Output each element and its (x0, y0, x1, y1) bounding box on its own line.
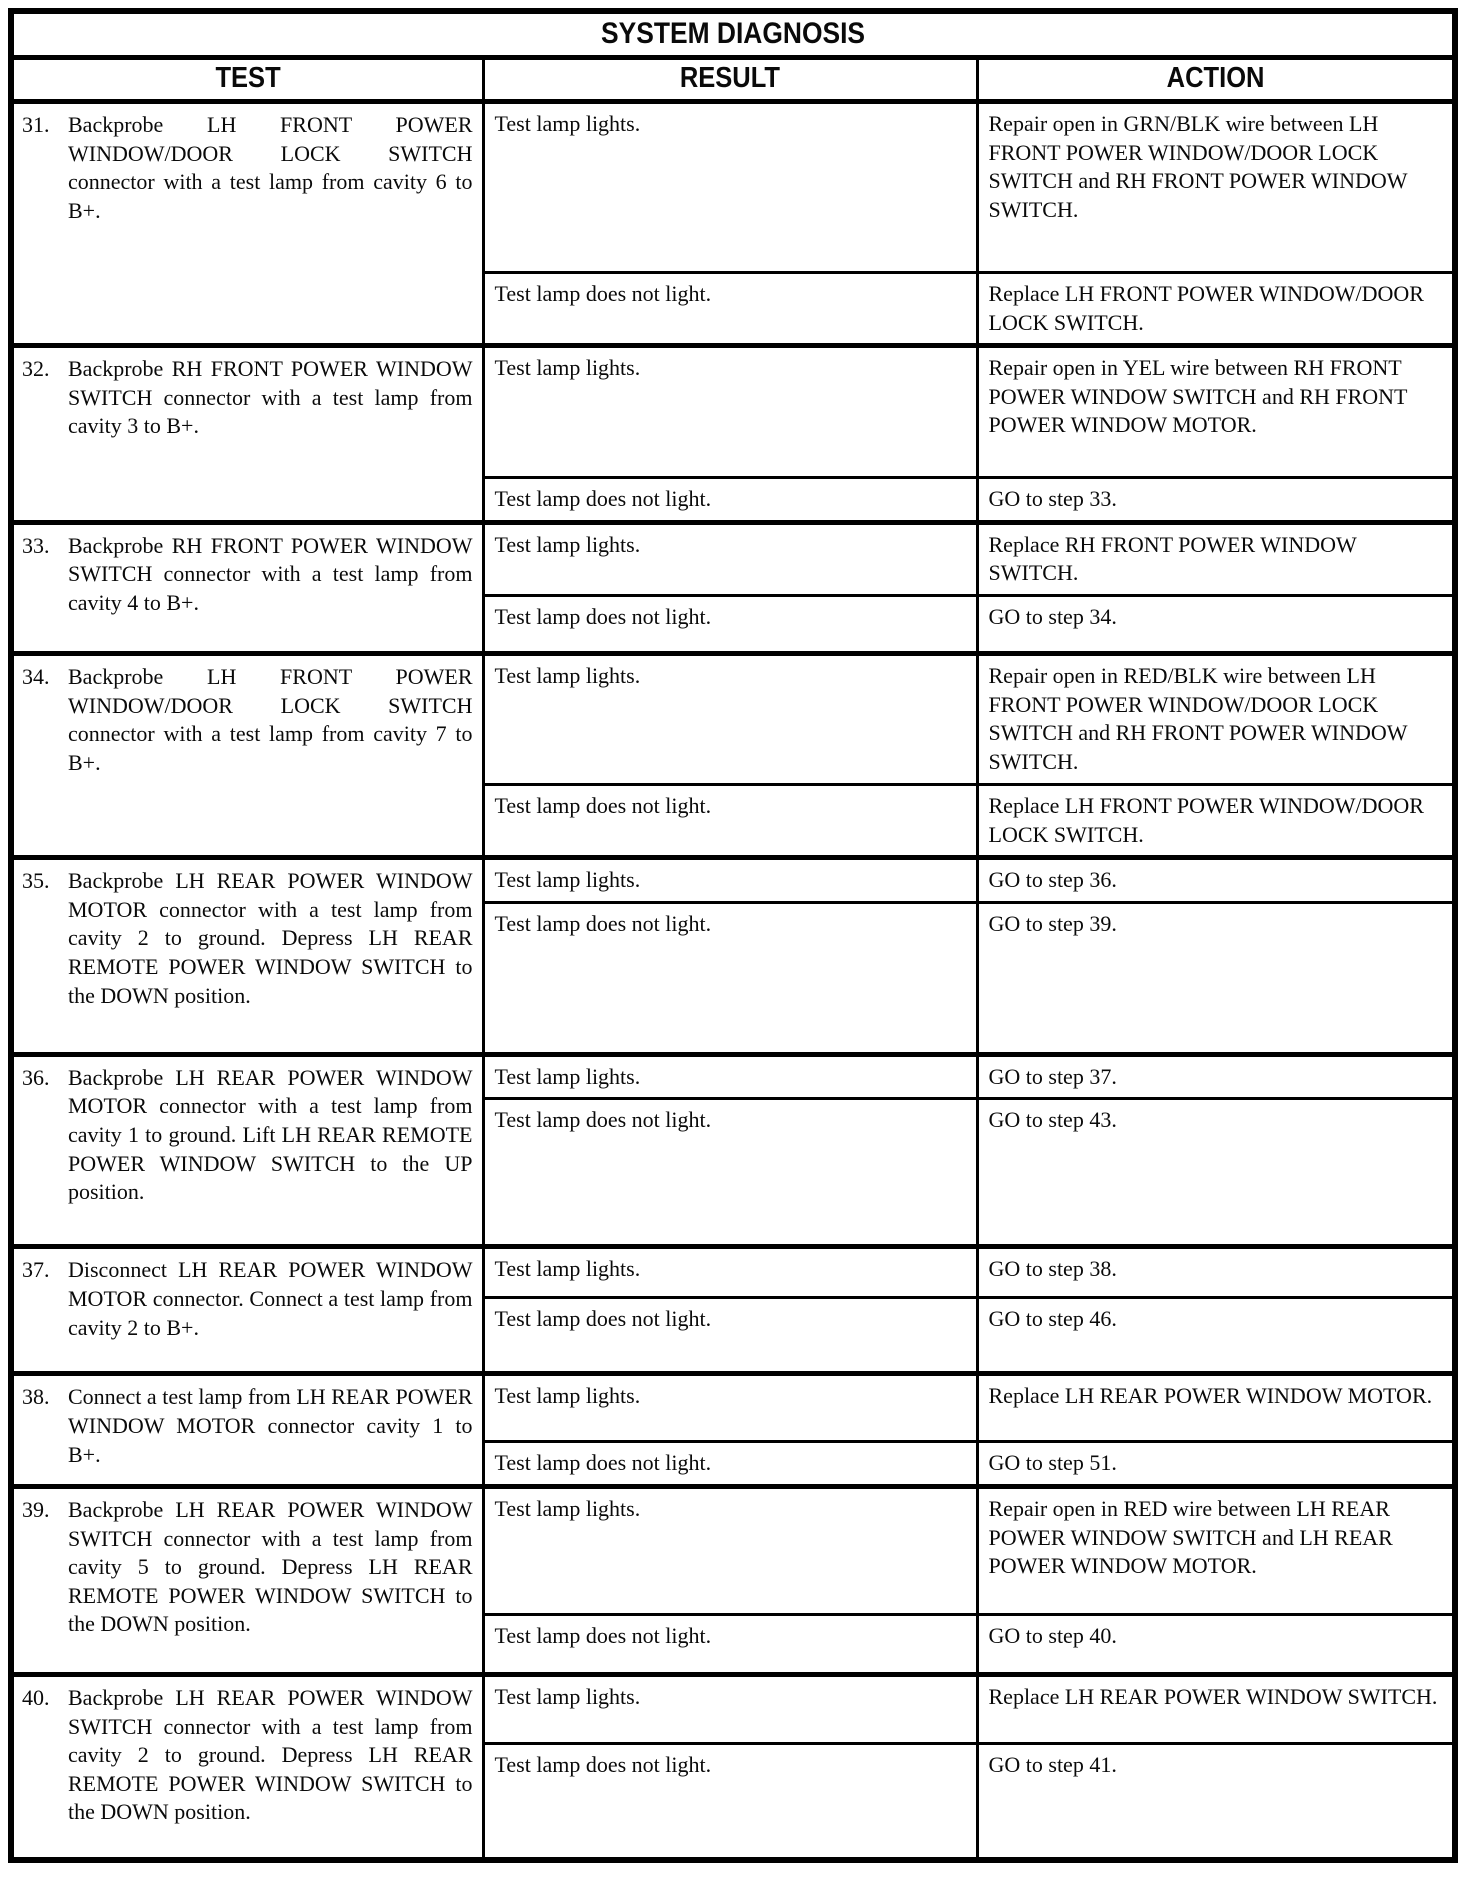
test-text: Backprobe LH REAR POWER WINDOW MOTOR connector with a test lamp from cavity 1 to ground. Lift LH REAR REMOTE POWER WINDOW SWITCH to the UP position. (68, 1064, 473, 1205)
column-header-result: RESULT (483, 58, 977, 102)
result-cell: Test lamp does not light. (483, 478, 977, 523)
test-cell (11, 1486, 483, 1674)
result-cell: Test lamp does not light. (483, 1298, 977, 1374)
action-cell: GO to step 41. (977, 1743, 1455, 1860)
page-title: SYSTEM DIAGNOSIS (600, 17, 866, 50)
test-text: Backprobe LH FRONT POWER WINDOW/DOOR LOCK SWITCH connector with a test lamp from cavity 7 to B+. (68, 663, 473, 775)
action-cell: Replace LH REAR POWER WINDOW MOTOR. (977, 1374, 1455, 1442)
table-row (11, 102, 1455, 273)
action-cell: GO to step 40. (977, 1614, 1455, 1674)
action-cell: Repair open in GRN/BLK wire between LH FRONT POWER WINDOW/DOOR LOCK SWITCH and RH FRONT POWER WINDOW SWITCH. (977, 102, 1455, 273)
column-header-test: TEST (11, 58, 483, 102)
test-text: Backprobe RH FRONT POWER WINDOW SWITCH connector with a test lamp from cavity 3 to B+. (68, 356, 473, 439)
title-row (11, 11, 1455, 58)
column-header-action: ACTION (977, 58, 1455, 102)
test-text: Backprobe LH REAR POWER WINDOW MOTOR connector with a test lamp from cavity 2 to ground. Depress LH REAR REMOTE POWER WINDOW SWITCH to the DOWN position. (68, 868, 473, 1008)
step-number: 34. (22, 663, 50, 689)
system-diagnosis-table (8, 8, 1458, 1863)
action-cell: GO to step 33. (977, 478, 1455, 523)
action-cell: GO to step 39. (977, 902, 1455, 1054)
table-row (11, 1054, 1455, 1099)
action-cell: Repair open in RED wire between LH REAR POWER WINDOW SWITCH and LH REAR POWER WINDOW MOTOR. (977, 1486, 1455, 1614)
test-cell (11, 1674, 483, 1860)
result-cell: Test lamp lights. (483, 346, 977, 478)
step-number: 36. (22, 1064, 50, 1090)
result-cell: Test lamp does not light. (483, 1099, 977, 1247)
test-text: Backprobe RH FRONT POWER WINDOW SWITCH connector with a test lamp from cavity 4 to B+. (68, 532, 473, 615)
test-cell (11, 653, 483, 857)
result-cell: Test lamp does not light. (483, 595, 977, 653)
action-cell: GO to step 34. (977, 595, 1455, 653)
test-text: Disconnect LH REAR POWER WINDOW MOTOR connector. Connect a test lamp from cavity 2 to B+. (68, 1257, 473, 1340)
table-row (11, 653, 1455, 784)
test-cell (11, 1374, 483, 1487)
result-cell: Test lamp does not light. (483, 784, 977, 857)
result-cell: Test lamp lights. (483, 1054, 977, 1099)
action-cell: Repair open in YEL wire between RH FRONT POWER WINDOW SWITCH and RH FRONT POWER WINDOW MOTOR. (977, 346, 1455, 478)
action-cell: GO to step 38. (977, 1247, 1455, 1298)
result-cell: Test lamp lights. (483, 1486, 977, 1614)
step-number: 32. (22, 356, 50, 382)
table-row (11, 1674, 1455, 1743)
result-cell: Test lamp lights. (483, 1674, 977, 1743)
result-cell: Test lamp does not light. (483, 1442, 977, 1487)
table-row (11, 522, 1455, 595)
action-cell: GO to step 51. (977, 1442, 1455, 1487)
test-text: Backprobe LH FRONT POWER WINDOW/DOOR LOCK SWITCH connector with a test lamp from cavity 6 to B+. (68, 112, 473, 223)
step-number: 40. (22, 1684, 50, 1710)
result-cell: Test lamp lights. (483, 858, 977, 903)
action-cell: Replace LH REAR POWER WINDOW SWITCH. (977, 1674, 1455, 1743)
result-cell: Test lamp lights. (483, 653, 977, 784)
test-cell (11, 522, 483, 653)
result-cell: Test lamp lights. (483, 522, 977, 595)
result-cell: Test lamp lights. (483, 102, 977, 273)
action-cell: GO to step 36. (977, 858, 1455, 903)
result-cell: Test lamp does not light. (483, 902, 977, 1054)
test-cell (11, 102, 483, 346)
result-cell: Test lamp lights. (483, 1247, 977, 1298)
table-title-cell (11, 11, 1455, 58)
action-cell: Repair open in RED/BLK wire between LH FRONT POWER WINDOW/DOOR LOCK SWITCH and RH FRONT POWER WINDOW SWITCH. (977, 653, 1455, 784)
test-text: Backprobe LH REAR POWER WINDOW SWITCH connector with a test lamp from cavity 5 to ground. Depress LH REAR REMOTE POWER WINDOW SWITCH to the DOWN position. (68, 1496, 473, 1637)
table-row (11, 1247, 1455, 1298)
result-cell: Test lamp does not light. (483, 273, 977, 346)
test-text: Connect a test lamp from LH REAR POWER WINDOW MOTOR connector cavity 1 to B+. (68, 1384, 473, 1467)
action-cell: Replace LH FRONT POWER WINDOW/DOOR LOCK SWITCH. (977, 784, 1455, 857)
action-cell: Replace LH FRONT POWER WINDOW/DOOR LOCK SWITCH. (977, 273, 1455, 346)
result-cell: Test lamp does not light. (483, 1614, 977, 1674)
test-cell (11, 346, 483, 523)
table-row (11, 858, 1455, 903)
step-number: 31. (22, 112, 50, 137)
action-cell: Replace RH FRONT POWER WINDOW SWITCH. (977, 522, 1455, 595)
test-cell (11, 1054, 483, 1247)
step-number: 35. (22, 868, 50, 894)
table-row (11, 346, 1455, 478)
table-row (11, 1374, 1455, 1442)
test-cell (11, 1247, 483, 1374)
test-text: Backprobe LH REAR POWER WINDOW SWITCH connector with a test lamp from cavity 2 to ground. Depress LH REAR REMOTE POWER WINDOW SWITCH to the DOWN position. (68, 1684, 473, 1825)
table-row (11, 1486, 1455, 1614)
result-cell: Test lamp does not light. (483, 1743, 977, 1860)
test-cell (11, 858, 483, 1055)
action-cell: GO to step 43. (977, 1099, 1455, 1247)
result-cell: Test lamp lights. (483, 1374, 977, 1442)
step-number: 37. (22, 1257, 50, 1283)
step-number: 38. (22, 1384, 50, 1410)
step-number: 39. (22, 1496, 50, 1522)
action-cell: GO to step 37. (977, 1054, 1455, 1099)
header-row (11, 58, 1455, 102)
step-number: 33. (22, 532, 50, 558)
action-cell: GO to step 46. (977, 1298, 1455, 1374)
